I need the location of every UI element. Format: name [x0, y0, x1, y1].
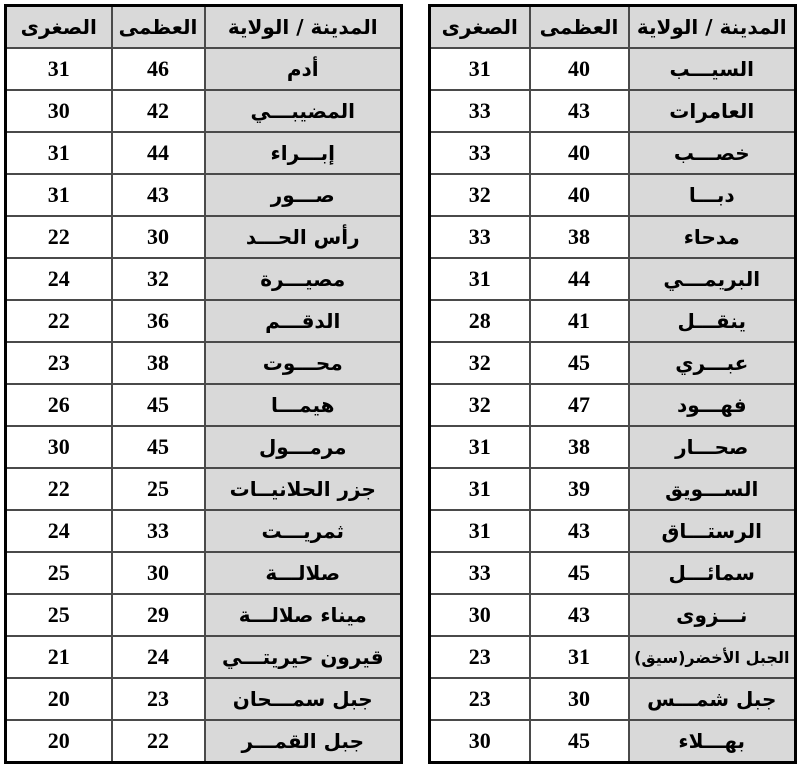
temperature-table-right	[428, 4, 797, 764]
city-cell: أدم	[205, 48, 402, 90]
header-city-wilayat: المدينة / الولاية	[629, 6, 796, 49]
table-row	[430, 468, 796, 510]
min-temp-cell: 32	[430, 174, 530, 216]
header-row	[430, 6, 796, 49]
city-cell: هيمـــا	[205, 384, 402, 426]
table-row	[6, 426, 402, 468]
min-temp-cell: 24	[6, 510, 112, 552]
min-temp-cell: 26	[6, 384, 112, 426]
min-temp-cell: 31	[430, 426, 530, 468]
city-cell: نـــزوى	[629, 594, 796, 636]
header-max-temp: العظمى	[530, 6, 629, 49]
city-cell: جبل شمـــس	[629, 678, 796, 720]
table-row	[6, 300, 402, 342]
table-row	[6, 174, 402, 216]
max-temp-cell: 33	[112, 510, 205, 552]
min-temp-cell: 31	[6, 174, 112, 216]
min-temp-cell: 32	[430, 342, 530, 384]
max-temp-cell: 22	[112, 720, 205, 763]
max-temp-cell: 32	[112, 258, 205, 300]
min-temp-cell: 30	[430, 594, 530, 636]
min-temp-cell: 22	[6, 216, 112, 258]
min-temp-cell: 28	[430, 300, 530, 342]
min-temp-cell: 32	[430, 384, 530, 426]
city-cell: ثمريـــت	[205, 510, 402, 552]
city-cell: إبـــراء	[205, 132, 402, 174]
city-cell: ميناء صلالـــة	[205, 594, 402, 636]
max-temp-cell: 30	[112, 216, 205, 258]
max-temp-cell: 38	[530, 216, 629, 258]
header-min-temp: الصغرى	[6, 6, 112, 49]
city-cell: جزر الحلانيــات	[205, 468, 402, 510]
table-row	[430, 720, 796, 763]
max-temp-cell: 23	[112, 678, 205, 720]
city-cell: عبـــري	[629, 342, 796, 384]
header-row	[6, 6, 402, 49]
table-row	[430, 300, 796, 342]
max-temp-cell: 38	[112, 342, 205, 384]
city-cell: الســـويق	[629, 468, 796, 510]
max-temp-cell: 39	[530, 468, 629, 510]
table-row	[6, 384, 402, 426]
max-temp-cell: 47	[530, 384, 629, 426]
max-temp-cell: 45	[530, 720, 629, 763]
min-temp-cell: 30	[6, 90, 112, 132]
table-body-right	[430, 48, 796, 763]
max-temp-cell: 41	[530, 300, 629, 342]
table-row	[430, 678, 796, 720]
header-city-wilayat: المدينة / الولاية	[205, 6, 402, 49]
table-row	[430, 426, 796, 468]
max-temp-cell: 40	[530, 174, 629, 216]
city-cell: البريمـــي	[629, 258, 796, 300]
city-cell: المضيبـــي	[205, 90, 402, 132]
table-row	[430, 384, 796, 426]
min-temp-cell: 21	[6, 636, 112, 678]
max-temp-cell: 45	[112, 384, 205, 426]
table-body-left	[6, 48, 402, 763]
min-temp-cell: 33	[430, 552, 530, 594]
max-temp-cell: 30	[530, 678, 629, 720]
min-temp-cell: 22	[6, 300, 112, 342]
min-temp-cell: 30	[430, 720, 530, 763]
table-row	[430, 510, 796, 552]
max-temp-cell: 46	[112, 48, 205, 90]
table-row	[430, 48, 796, 90]
max-temp-cell: 45	[112, 426, 205, 468]
city-cell: جبل سمـــحان	[205, 678, 402, 720]
min-temp-cell: 31	[430, 510, 530, 552]
city-cell: الرستـــاق	[629, 510, 796, 552]
max-temp-cell: 40	[530, 132, 629, 174]
table-row	[6, 636, 402, 678]
min-temp-cell: 20	[6, 678, 112, 720]
min-temp-cell: 31	[430, 48, 530, 90]
max-temp-cell: 38	[530, 426, 629, 468]
max-temp-cell: 29	[112, 594, 205, 636]
table-row	[6, 468, 402, 510]
table-header-left	[6, 6, 402, 49]
min-temp-cell: 31	[430, 468, 530, 510]
min-temp-cell: 31	[6, 48, 112, 90]
table-row	[430, 636, 796, 678]
table-row	[430, 216, 796, 258]
max-temp-cell: 42	[112, 90, 205, 132]
table-row	[6, 342, 402, 384]
max-temp-cell: 43	[530, 510, 629, 552]
city-cell: ينقـــل	[629, 300, 796, 342]
min-temp-cell: 30	[6, 426, 112, 468]
min-temp-cell: 23	[430, 636, 530, 678]
table-row	[6, 720, 402, 763]
city-cell: دبـــا	[629, 174, 796, 216]
max-temp-cell: 44	[530, 258, 629, 300]
table-row	[430, 594, 796, 636]
city-cell: قيرون حيريتـــي	[205, 636, 402, 678]
table-row	[6, 132, 402, 174]
min-temp-cell: 33	[430, 90, 530, 132]
min-temp-cell: 24	[6, 258, 112, 300]
min-temp-cell: 25	[6, 552, 112, 594]
min-temp-cell: 23	[430, 678, 530, 720]
table-header-right	[430, 6, 796, 49]
table-row	[430, 132, 796, 174]
max-temp-cell: 25	[112, 468, 205, 510]
min-temp-cell: 33	[430, 132, 530, 174]
max-temp-cell: 43	[530, 594, 629, 636]
max-temp-cell: 31	[530, 636, 629, 678]
max-temp-cell: 45	[530, 342, 629, 384]
table-row	[6, 48, 402, 90]
city-cell: فهـــود	[629, 384, 796, 426]
table-row	[430, 90, 796, 132]
city-cell: صـــور	[205, 174, 402, 216]
city-cell: الدقـــم	[205, 300, 402, 342]
table-row	[6, 90, 402, 132]
max-temp-cell: 30	[112, 552, 205, 594]
table-row	[6, 510, 402, 552]
min-temp-cell: 33	[430, 216, 530, 258]
temperature-table-left	[4, 4, 403, 764]
city-cell: مدحاء	[629, 216, 796, 258]
table-row	[6, 594, 402, 636]
max-temp-cell: 24	[112, 636, 205, 678]
max-temp-cell: 45	[530, 552, 629, 594]
max-temp-cell: 36	[112, 300, 205, 342]
table-row	[430, 552, 796, 594]
table-row	[430, 258, 796, 300]
header-max-temp: العظمى	[112, 6, 205, 49]
table-row	[6, 552, 402, 594]
table-row	[430, 174, 796, 216]
city-cell: رأس الحـــد	[205, 216, 402, 258]
city-cell: مصيـــرة	[205, 258, 402, 300]
max-temp-cell: 44	[112, 132, 205, 174]
min-temp-cell: 20	[6, 720, 112, 763]
min-temp-cell: 22	[6, 468, 112, 510]
max-temp-cell: 43	[112, 174, 205, 216]
city-cell: جبل القمـــر	[205, 720, 402, 763]
table-row	[430, 342, 796, 384]
min-temp-cell: 31	[6, 132, 112, 174]
city-cell: خصـــب	[629, 132, 796, 174]
header-min-temp: الصغرى	[430, 6, 530, 49]
min-temp-cell: 23	[6, 342, 112, 384]
city-cell: محـــوت	[205, 342, 402, 384]
city-cell: مرمـــول	[205, 426, 402, 468]
city-cell: الجبل الأخضر(سيق)	[629, 636, 796, 678]
table-row	[6, 678, 402, 720]
city-cell: العامرات	[629, 90, 796, 132]
city-cell: سمائـــل	[629, 552, 796, 594]
city-cell: صحـــار	[629, 426, 796, 468]
min-temp-cell: 31	[430, 258, 530, 300]
max-temp-cell: 43	[530, 90, 629, 132]
max-temp-cell: 40	[530, 48, 629, 90]
table-row	[6, 216, 402, 258]
min-temp-cell: 25	[6, 594, 112, 636]
city-cell: السيـــب	[629, 48, 796, 90]
city-cell: صلالـــة	[205, 552, 402, 594]
table-row	[6, 258, 402, 300]
city-cell: بهـــلاء	[629, 720, 796, 763]
